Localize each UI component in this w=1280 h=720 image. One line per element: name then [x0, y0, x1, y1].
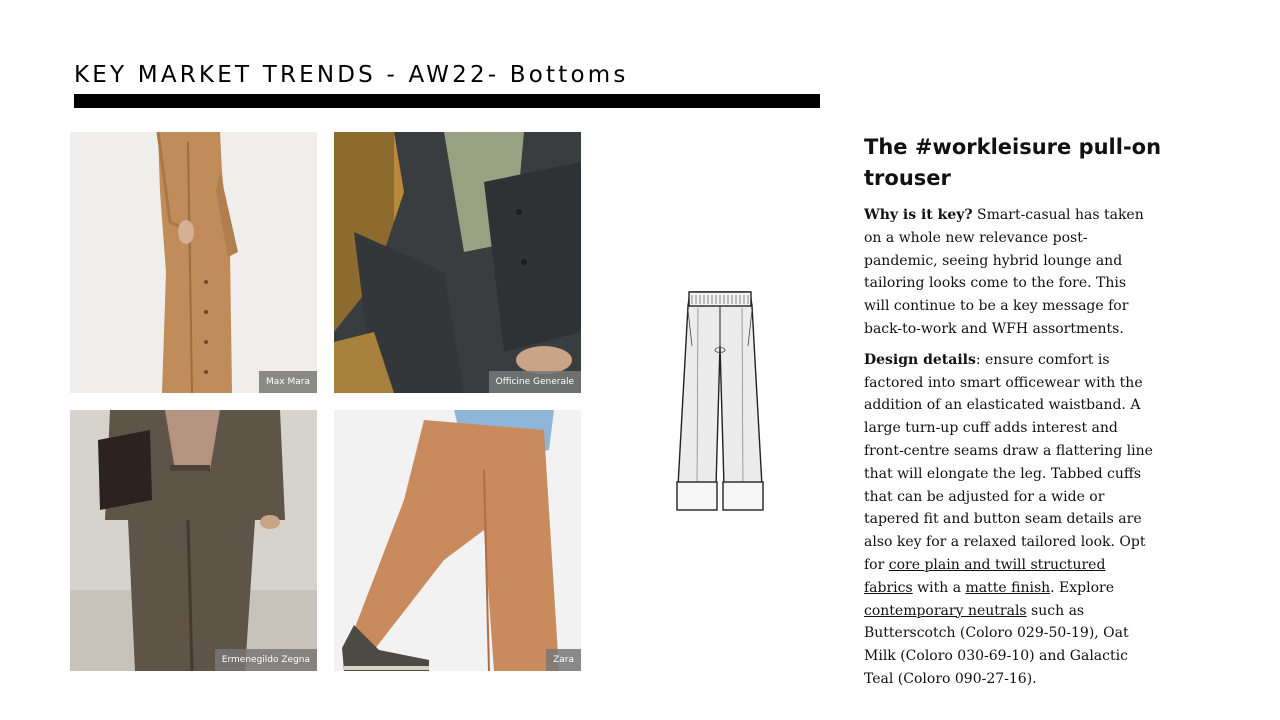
- photo-ermenegildo-zegna: [70, 410, 317, 671]
- why-text: Smart-casual has taken on a whole new relevance post-pandemic, seeing hybrid lounge and tailoring looks come to the fore. This will continue to be a key message for back-to-work and WFH assortments.: [864, 207, 1144, 337]
- design-text: : ensure comfort is factored into smart officewear with the addition of an elasticated waistband. A large turn-up cuff adds interest and front-centre seams draw a flattering line that will elongate the leg. Tabbed cuffs that can be adjusted for a wide or tapered fit and button seam details are also key for a relaxed tailored look. Opt for: [864, 351, 1153, 573]
- photo-officine-generale: [334, 132, 581, 393]
- trend-heading: The #workleisure pull-on trouser: [864, 135, 1162, 190]
- design-text: such as Butterscotch (Coloro 029-50-19), Oat Milk (Coloro 030-69-10) and Galactic Teal (Coloro 090-27-16).: [864, 602, 1129, 687]
- design-paragraph: [864, 349, 1154, 691]
- photo-caption: Officine Generale: [489, 371, 581, 393]
- photo-caption: Ermenegildo Zegna: [215, 649, 317, 671]
- title-underline-bar: [74, 94, 820, 108]
- design-text: . Explore: [1050, 579, 1115, 596]
- photo-caption: Max Mara: [259, 371, 317, 393]
- trouser-sketch-illustration: [672, 286, 768, 518]
- why-label: Why is it key?: [864, 207, 973, 223]
- why-paragraph: [864, 204, 1154, 341]
- link-matte-finish[interactable]: matte finish: [965, 579, 1051, 596]
- link-contemporary-neutrals[interactable]: contemporary neutrals: [864, 602, 1027, 619]
- photo-zara: [334, 410, 581, 671]
- design-label: Design details: [864, 351, 976, 368]
- design-text: with a: [912, 579, 966, 596]
- trend-description: [864, 204, 1154, 699]
- link-core-plain-twill-fabrics[interactable]: core plain and twill structured fabrics: [864, 556, 1106, 596]
- photo-max-mara: [70, 132, 317, 393]
- slide-title: KEY MARKET TRENDS - AW22- Bottoms: [74, 62, 629, 88]
- photo-caption: Zara: [546, 649, 581, 671]
